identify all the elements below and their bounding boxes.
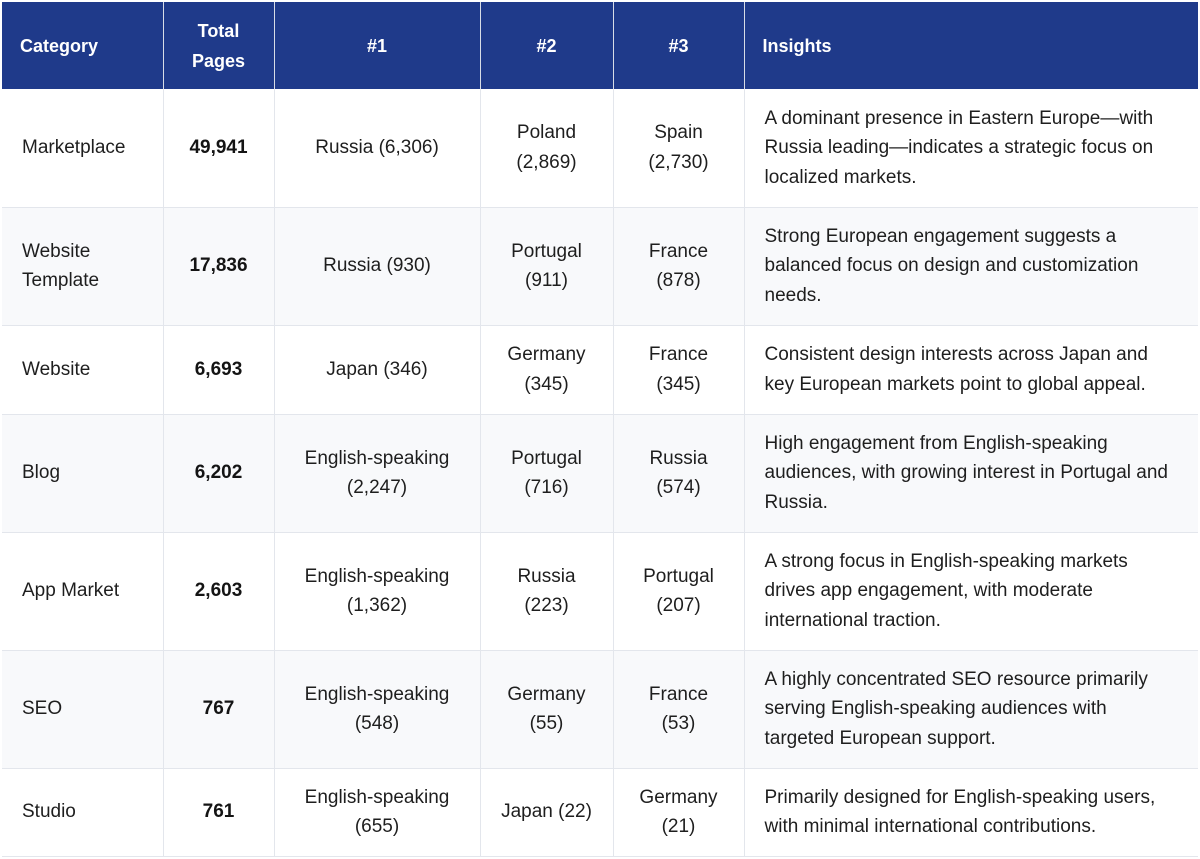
insight-cell: Consistent design interests across Japan and key European markets point to global appeal. — [744, 325, 1198, 414]
rank-country: English-speaking — [304, 786, 450, 808]
insight-cell: A highly concentrated SEO resource primarily serving English-speaking audiences with targeted European support. — [744, 650, 1198, 768]
header-total-pages-line2: Pages — [191, 50, 246, 71]
rank-2-cell — [480, 414, 613, 532]
header-row — [2, 2, 1198, 89]
rank-count: (911) — [525, 270, 568, 291]
rank-country: France — [648, 240, 709, 262]
rank-count: (22) — [558, 801, 592, 823]
rank-count: (21) — [661, 816, 696, 837]
rank-country: Portugal — [511, 447, 582, 469]
table-header — [2, 2, 1198, 89]
table-body — [2, 89, 1198, 856]
rank-country: Russia — [517, 565, 576, 587]
insight-cell: Primarily designed for English-speaking users, with minimal international contributions. — [744, 768, 1198, 856]
rank-count: (930) — [386, 255, 431, 277]
rank-count: (223) — [524, 595, 569, 616]
total-pages-cell: 767 — [163, 650, 274, 768]
table-row — [2, 768, 1198, 856]
rank-count: (6,306) — [378, 137, 439, 158]
rank-country: Japan — [326, 358, 379, 380]
total-pages-cell: 2,603 — [163, 532, 274, 650]
insight-cell: A dominant presence in Eastern Europe—with Russia leading—indicates a strategic focus on localized markets. — [744, 89, 1198, 207]
rank-1-cell — [274, 89, 480, 207]
total-pages-cell: 6,693 — [163, 325, 274, 414]
total-pages-cell: 17,836 — [163, 207, 274, 325]
rank-3-cell — [613, 414, 744, 532]
header-total-pages-line1: Total — [197, 20, 240, 41]
category-cell: Studio — [2, 768, 163, 856]
rank-count: (345) — [656, 373, 701, 395]
rank-count: (345) — [524, 373, 569, 395]
rank-count: (53) — [661, 713, 696, 734]
rank-1-cell — [274, 207, 480, 325]
rank-count: (574) — [656, 477, 701, 498]
header-total-pages — [163, 2, 274, 89]
rank-country: Germany — [639, 786, 718, 808]
rank-2-cell — [480, 532, 613, 650]
rank-3-cell — [613, 532, 744, 650]
category-insights-table — [2, 2, 1198, 857]
rank-count: (2,730) — [648, 151, 709, 173]
rank-country: Russia — [323, 255, 382, 277]
category-cell: Website — [2, 325, 163, 414]
insight-cell: A strong focus in English-speaking markets drives app engagement, with moderate international traction. — [744, 532, 1198, 650]
rank-2-cell — [480, 768, 613, 856]
rank-country: English-speaking — [304, 565, 450, 587]
rank-1-cell — [274, 768, 480, 856]
rank-country: Portugal — [511, 240, 582, 262]
total-pages-cell: 761 — [163, 768, 274, 856]
rank-country: France — [648, 344, 709, 365]
rank-3-cell — [613, 325, 744, 414]
rank-count: (55) — [529, 713, 564, 734]
category-insights-table-container — [2, 2, 1198, 857]
rank-count: (346) — [383, 358, 428, 380]
rank-count: (548) — [354, 713, 400, 734]
header-rank-1: #1 — [274, 2, 480, 89]
rank-1-cell — [274, 650, 480, 768]
rank-2-cell — [480, 325, 613, 414]
rank-3-cell — [613, 89, 744, 207]
rank-country: English-speaking — [304, 683, 450, 705]
category-cell: SEO — [2, 650, 163, 768]
rank-country: Portugal — [643, 565, 714, 587]
insight-cell: Strong European engagement suggests a balanced focus on design and customization needs. — [744, 207, 1198, 325]
rank-country: Russia — [315, 137, 374, 158]
rank-3-cell — [613, 768, 744, 856]
rank-count: (716) — [524, 477, 569, 498]
rank-count: (655) — [354, 816, 400, 837]
table-row — [2, 650, 1198, 768]
rank-country: Russia — [649, 447, 708, 469]
rank-country: Germany — [507, 683, 586, 705]
rank-country: France — [648, 683, 709, 705]
rank-3-cell — [613, 207, 744, 325]
category-cell: Marketplace — [2, 89, 163, 207]
rank-country: English-speaking — [304, 447, 450, 469]
table-row — [2, 325, 1198, 414]
rank-2-cell — [480, 207, 613, 325]
table-row — [2, 414, 1198, 532]
rank-count: (878) — [656, 270, 701, 291]
rank-country: Japan — [501, 801, 553, 823]
rank-country: Germany — [507, 344, 586, 365]
rank-1-cell — [274, 532, 480, 650]
table-row — [2, 532, 1198, 650]
header-rank-3: #3 — [613, 2, 744, 89]
total-pages-cell: 49,941 — [163, 89, 274, 207]
table-row — [2, 207, 1198, 325]
total-pages-cell: 6,202 — [163, 414, 274, 532]
rank-count: (1,362) — [346, 595, 408, 616]
insight-cell: High engagement from English-speaking audiences, with growing interest in Portugal and Russia. — [744, 414, 1198, 532]
rank-country: Poland — [516, 122, 577, 144]
rank-1-cell — [274, 325, 480, 414]
category-cell: App Market — [2, 532, 163, 650]
header-insights: Insights — [744, 2, 1198, 89]
rank-count: (207) — [656, 595, 701, 616]
header-rank-2: #2 — [480, 2, 613, 89]
rank-count: (2,869) — [516, 151, 577, 173]
table-row — [2, 89, 1198, 207]
rank-3-cell — [613, 650, 744, 768]
header-category: Category — [2, 2, 163, 89]
rank-country: Spain — [654, 122, 703, 144]
rank-2-cell — [480, 650, 613, 768]
rank-2-cell — [480, 89, 613, 207]
category-cell: Blog — [2, 414, 163, 532]
rank-1-cell — [274, 414, 480, 532]
category-cell: Website Template — [2, 207, 163, 325]
rank-count: (2,247) — [346, 477, 408, 498]
